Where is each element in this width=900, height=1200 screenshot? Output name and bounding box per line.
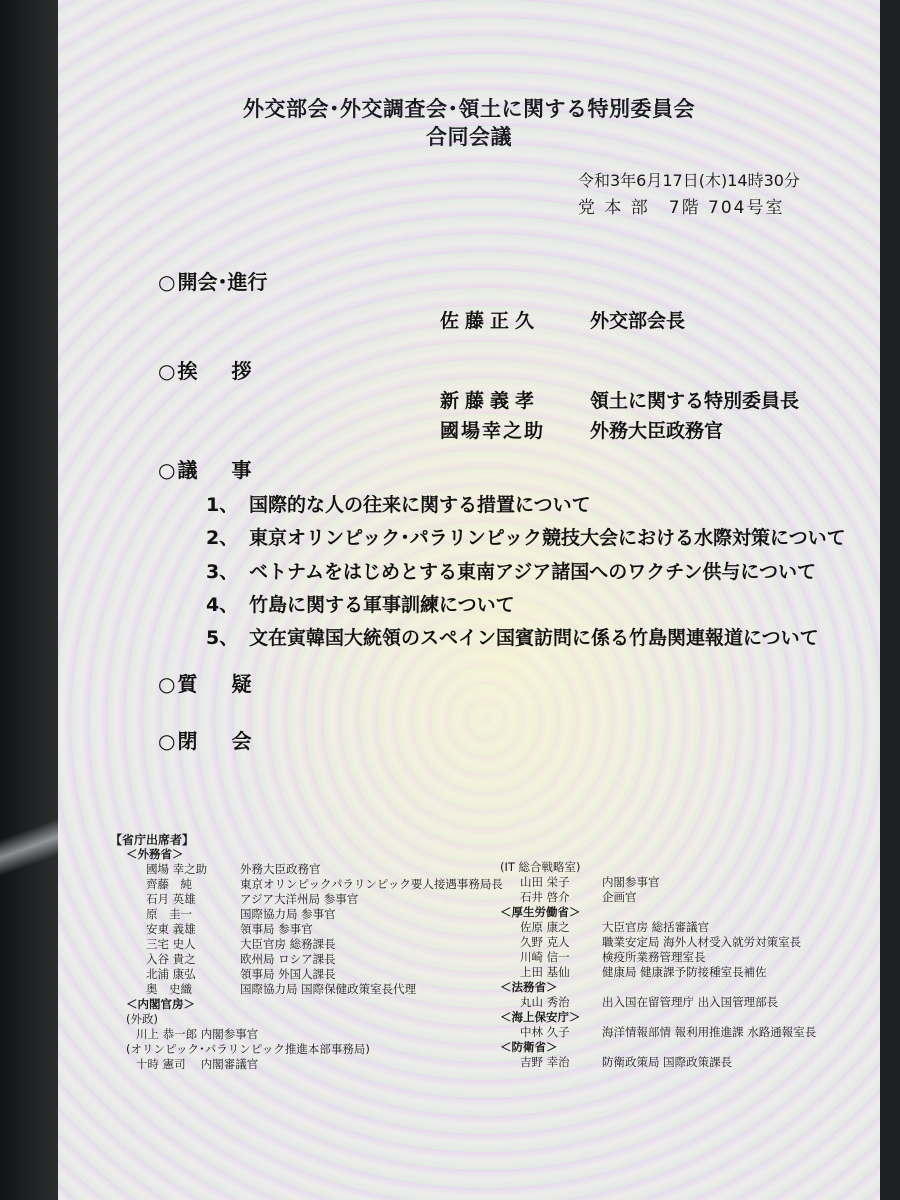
speaker-title: 外交部会長 <box>590 310 686 332</box>
agenda-text: ベトナムをはじめとする東南アジア諸国へのワクチン供与について <box>249 561 816 583</box>
attendees-heading: 【省庁出席者】 <box>110 833 195 847</box>
attendee-name: 吉野 幸治 <box>520 1055 570 1069</box>
attendee-title: アジア大洋州局 参事官 <box>240 892 359 906</box>
agenda-text: 竹島に関する軍事訓練について <box>249 594 515 616</box>
attendee-name: 佐原 康之 <box>520 920 570 934</box>
section-label: 質疑 <box>177 672 286 696</box>
attendee-name: 中林 久子 <box>520 1025 570 1039</box>
agenda-number: 4、 <box>206 594 239 616</box>
sub-group-label: (オリンピック･パラリンピック推進本部事務局) <box>126 1042 370 1056</box>
attendee-row <box>490 875 816 890</box>
attendee-title: 健康局 健康課予防接種室長補佐 <box>602 965 767 979</box>
section-label: 議事 <box>177 458 286 482</box>
document-title: 外交部会･外交調査会･領土に関する特別委員会 <box>243 97 695 121</box>
agenda-number: 5、 <box>206 627 239 649</box>
attendee-row <box>116 967 503 982</box>
attendee-row <box>116 892 503 907</box>
greeting-speaker <box>440 386 799 413</box>
attendee-title: 領事局 参事官 <box>240 922 313 936</box>
section-opening <box>158 266 267 295</box>
attendee-row <box>490 1055 816 1070</box>
attendee-title: 検疫所業務管理室長 <box>602 950 706 964</box>
attendee-row: 川上 恭一郎 内閣参事官 <box>136 1027 259 1041</box>
light-glare <box>0 812 60 882</box>
attendee-row <box>116 907 503 922</box>
attendee-title: 防衛政策局 国際政策課長 <box>602 1055 733 1069</box>
agenda-number: 3、 <box>206 561 239 583</box>
attendee-title: 海洋情報部情 報利用推進課 水路通報室長 <box>602 1025 817 1039</box>
attendee-name: 川崎 信一 <box>520 950 570 964</box>
section-qa <box>158 668 285 697</box>
attendee-name: 久野 克人 <box>520 935 570 949</box>
attendee-title: 外務大臣政務官 <box>240 862 321 876</box>
agenda-text: 東京オリンピック･パラリンピック競技大会における水際対策について <box>249 527 846 549</box>
attendee-row <box>116 982 503 997</box>
attendee-name: 原 圭一 <box>146 907 192 921</box>
attendee-name: 上田 基仙 <box>520 965 570 979</box>
circle-marker: ○ <box>158 359 176 383</box>
agenda-text: 文在寅韓国大統領のスペイン国賓訪問に係る竹島関連報道について <box>249 627 819 649</box>
attendee-title: 欧州局 ロシア課長 <box>240 952 336 966</box>
attendee-name: 入谷 貴之 <box>146 952 196 966</box>
attendee-row <box>490 965 816 980</box>
document-subtitle: 合同会議 <box>426 125 512 149</box>
ministry-group-label: ＜法務省＞ <box>500 980 558 994</box>
attendee-title: 内閣参事官 <box>602 875 660 889</box>
attendee-title: 国際協力局 国際保健政策室長代理 <box>240 982 417 996</box>
agenda-number: 1、 <box>206 494 239 516</box>
attendee-row: 十時 憲司 内閣審議官 <box>136 1057 259 1071</box>
attendees-right-column <box>490 860 816 1070</box>
speaker-name: 國場幸之助 <box>440 420 546 442</box>
circle-marker: ○ <box>158 270 176 294</box>
section-closing <box>158 725 285 754</box>
circle-marker: ○ <box>158 458 176 482</box>
attendee-name: 三宅 史人 <box>146 937 196 951</box>
attendee-title: 職業安定局 海外人材受入就労対策室長 <box>602 935 802 949</box>
attendee-name: 山田 栄子 <box>520 875 570 889</box>
attendee-name: 丸山 秀治 <box>520 995 570 1009</box>
ministry-group-label: ＜内閣官房＞ <box>126 997 195 1011</box>
attendee-row <box>116 922 503 937</box>
ministry-group-label: ＜外務省＞ <box>126 847 184 861</box>
section-label: 開会･進行 <box>177 270 268 294</box>
greeting-speaker <box>440 416 723 443</box>
attendee-title: 国際協力局 参事官 <box>240 907 336 921</box>
attendee-row <box>490 890 816 905</box>
meeting-location: 党 本 部 7階 704号室 <box>578 198 785 218</box>
attendee-name: 石月 英雄 <box>146 892 196 906</box>
attendee-title: 東京オリンピックパラリンピック要人接遇事務局長 <box>240 877 503 891</box>
ministry-group-label: ＜防衛省＞ <box>500 1040 558 1054</box>
attendee-row <box>490 995 816 1010</box>
attendee-title: 大臣官房 総括審議官 <box>602 920 710 934</box>
attendee-row <box>490 1025 816 1040</box>
attendee-name: 北浦 康弘 <box>146 967 196 981</box>
speaker-title: 外務大臣政務官 <box>590 420 724 442</box>
attendee-name: 安東 義雄 <box>146 922 196 936</box>
attendee-name: 奥 史織 <box>146 982 192 996</box>
attendee-row <box>116 862 503 877</box>
sub-group-label: (IT 総合戦略室) <box>500 860 581 874</box>
attendee-row <box>490 920 816 935</box>
section-greeting <box>158 355 285 384</box>
sub-group-label: (外政) <box>126 1012 158 1026</box>
agenda-text: 国際的な人の往来に関する措置について <box>249 494 591 516</box>
attendee-name: 國場 幸之助 <box>146 862 208 876</box>
attendee-name: 石井 啓介 <box>520 890 570 904</box>
opening-speaker <box>440 306 685 333</box>
attendee-row <box>116 877 503 892</box>
agenda-item <box>206 490 591 517</box>
agenda-item <box>206 523 846 550</box>
circle-marker: ○ <box>158 672 176 696</box>
attendee-row <box>116 937 503 952</box>
agenda-item <box>206 590 515 617</box>
attendee-title: 出入国在留管理庁 出入国管理部長 <box>602 995 779 1009</box>
section-label: 閉会 <box>177 729 286 753</box>
attendee-title: 大臣官房 総務課長 <box>240 937 336 951</box>
ministry-group-label: ＜海上保安庁＞ <box>500 1010 581 1024</box>
document-page <box>58 0 880 1200</box>
speaker-name: 新藤義孝 <box>440 390 541 412</box>
agenda-item <box>206 623 819 650</box>
attendee-row <box>490 950 816 965</box>
attendee-title: 企画官 <box>602 890 637 904</box>
agenda-number: 2、 <box>206 527 239 549</box>
section-label: 挨拶 <box>177 359 286 383</box>
agenda-item <box>206 557 816 584</box>
meeting-datetime: 令和3年6月17日(木)14時30分 <box>578 171 800 190</box>
attendee-row <box>116 952 503 967</box>
attendee-name: 齊藤 純 <box>146 877 192 891</box>
speaker-name: 佐藤正久 <box>440 310 541 332</box>
attendee-title: 領事局 外国人課長 <box>240 967 336 981</box>
attendee-row <box>490 935 816 950</box>
ministry-group-label: ＜厚生労働省＞ <box>500 905 581 919</box>
circle-marker: ○ <box>158 729 176 753</box>
speaker-title: 領土に関する特別委員長 <box>590 390 800 412</box>
section-agenda <box>158 454 285 483</box>
attendees-left-column <box>116 847 503 1072</box>
